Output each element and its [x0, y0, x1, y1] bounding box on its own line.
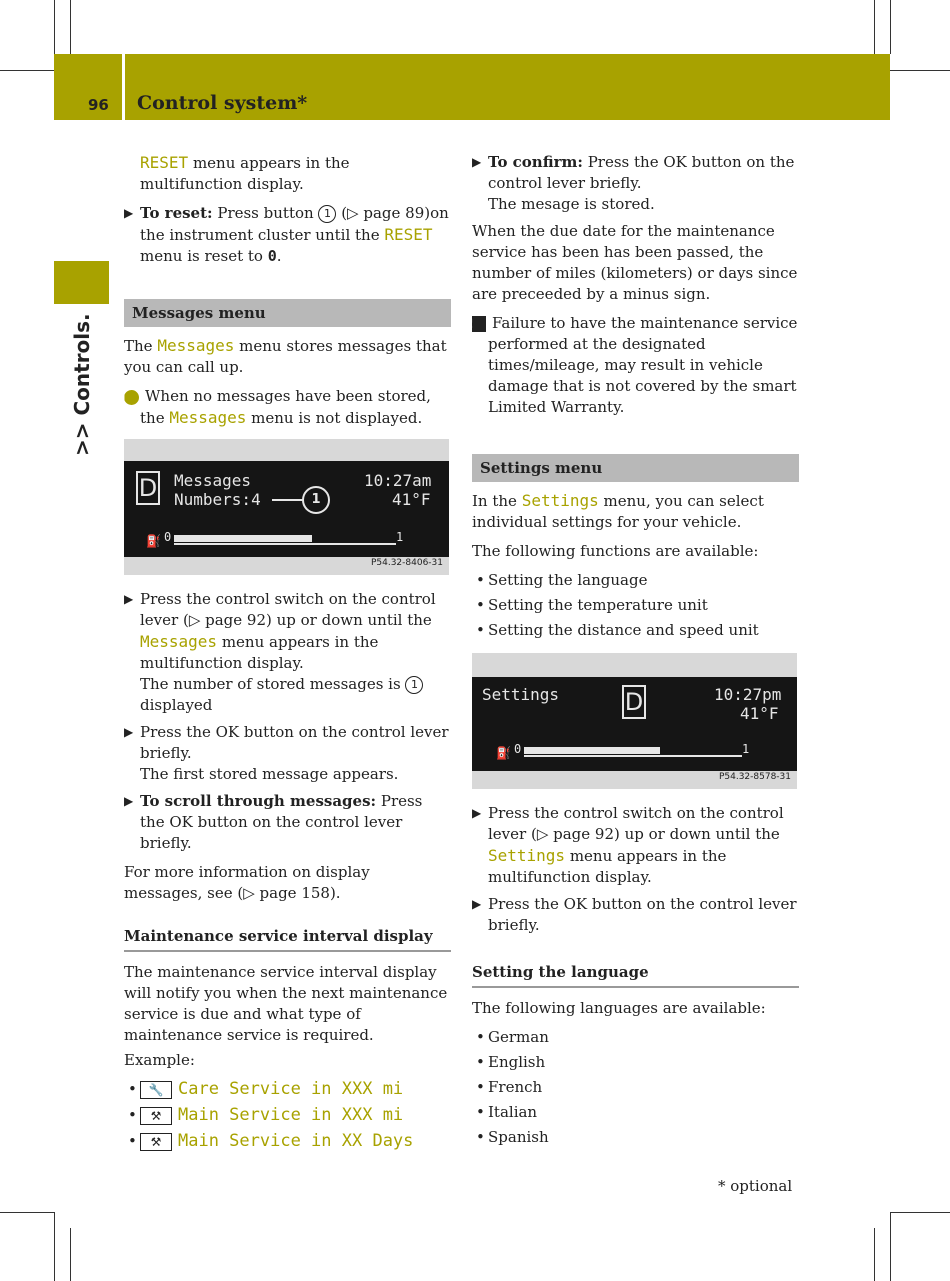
warning-note: ! Failure to have the maintenance service performed at the designated times/mileage, may result in vehicle damage that is not covered by the smart Limited Warranty.: [468, 314, 798, 416]
fuel-full-label: 1: [742, 742, 750, 756]
settings-intro: In the Settings menu, you can select individual settings for your vehicle.: [472, 491, 764, 531]
image-code: P54.32-8578-31: [718, 772, 791, 782]
wrench-person-icon: ⚒: [140, 1107, 172, 1125]
crop-mark: [0, 1212, 54, 1213]
reset-term: RESET: [140, 153, 189, 172]
display-line-1: Settings: [482, 685, 560, 704]
fuel-pump-icon: ⛽: [146, 534, 161, 548]
footnote: * optional: [718, 1177, 793, 1195]
list-item: • Spanish: [476, 1128, 549, 1146]
info-note: i When no messages have been stored, the Messages menu is not displayed.: [121, 387, 431, 427]
fuel-gauge: [524, 747, 742, 755]
settings-menu-heading: Settings menu: [472, 454, 799, 482]
crop-mark: [890, 0, 891, 54]
crop-mark: [874, 0, 875, 54]
reset-intro: RESET menu appears in the multifunction display.: [140, 153, 350, 193]
arrow-icon: ▶: [472, 806, 482, 820]
to-confirm-step: ▶ To confirm: Press the OK button on the control lever briefly. The mesage is stored.: [472, 153, 795, 213]
arrow-icon: ▶: [124, 794, 134, 808]
display-line-1: Messages: [174, 471, 252, 490]
language-intro: The following languages are available:: [472, 999, 766, 1017]
list-item: • French: [476, 1078, 543, 1096]
left-column: [121, 152, 451, 1156]
display-temp: 41°F: [392, 490, 431, 509]
page-number: 96: [88, 96, 109, 114]
marker-line: [272, 499, 304, 501]
fuel-full-label: 1: [396, 530, 404, 544]
display-temp: 41°F: [740, 704, 779, 723]
arrow-icon: ▶: [124, 592, 134, 606]
example-item: • 🔧 Care Service in XXX mi: [128, 1079, 404, 1099]
step-item: ▶ Press the control switch on the control lever (▷ page 92) up or down until the Messages menu appears in the multifunction display. The number of stored messages is 1 displayed: [124, 590, 436, 714]
crop-mark: [54, 0, 55, 54]
list-item: • Italian: [476, 1103, 538, 1121]
list-item: • German: [476, 1028, 549, 1046]
fuel-gauge: [174, 535, 396, 543]
examples-list: [124, 1079, 451, 1152]
section-tab: [54, 261, 109, 304]
wrench-person-icon: ⚒: [140, 1133, 172, 1151]
gear-indicator: D: [622, 685, 646, 719]
step-item: ▶ Press the control switch on the control lever (▷ page 92) up or down until the Settings menu appears in the multifunction display.: [472, 804, 784, 886]
arrow-icon: ▶: [124, 206, 134, 220]
step-item: ▶ Press the OK button on the control lever briefly. The first stored message appears.: [124, 723, 449, 783]
display-time: 10:27am: [364, 471, 432, 490]
example-item: • ⚒ Main Service in XXX mi: [128, 1105, 404, 1125]
wrench-icon: 🔧: [140, 1081, 172, 1099]
settings-display-image: [472, 653, 797, 789]
callout-marker: 1: [302, 486, 330, 514]
info-icon: i: [124, 390, 139, 405]
image-code: P54.32-8406-31: [370, 558, 443, 568]
list-item: • Setting the distance and speed unit: [476, 621, 759, 639]
step-item: ▶ Press the OK button on the control lever briefly.: [472, 895, 797, 934]
page-title: Control system*: [137, 92, 308, 114]
example-item: • ⚒ Main Service in XX Days: [128, 1131, 414, 1151]
crop-mark: [890, 70, 950, 71]
crop-mark: [890, 1212, 950, 1213]
functions-intro: The following functions are available:: [472, 542, 759, 560]
gear-indicator: D: [136, 471, 160, 505]
to-reset-step: ▶ To reset: Press button 1 (▷ page 89)on the instrument cluster until the RESET menu is reset to 0.: [124, 204, 449, 265]
display-time: 10:27pm: [714, 685, 782, 704]
side-section-label: >> Controls.: [70, 313, 94, 456]
arrow-icon: ▶: [124, 725, 134, 739]
crop-mark: [874, 1228, 875, 1281]
fuel-empty-label: 0: [514, 742, 522, 756]
fuel-pump-icon: ⛽: [496, 746, 511, 760]
language-heading: Setting the language: [472, 962, 799, 988]
display-line-2: Numbers:4: [174, 490, 261, 509]
list-item: • Setting the language: [476, 571, 648, 589]
more-info-text: For more information on display messages, see (▷ page 158).: [124, 863, 370, 902]
right-column: [468, 152, 799, 1152]
messages-steps: [124, 589, 451, 854]
step-item: ▶ To scroll through messages: Press the OK button on the control lever briefly.: [124, 792, 423, 852]
crop-mark: [890, 1212, 891, 1281]
messages-intro: The Messages menu stores messages that you can call up.: [124, 336, 447, 376]
header-divider: [122, 54, 125, 120]
crop-mark: [70, 1228, 71, 1281]
example-label: Example:: [124, 1051, 195, 1069]
fuel-empty-label: 0: [164, 530, 172, 544]
crop-mark: [70, 0, 71, 54]
crop-mark: [54, 1212, 55, 1281]
msi-text: The maintenance service interval display will notify you when the next maintenance service is due and what type of maintenance service is required.: [124, 963, 448, 1044]
list-item: • Setting the temperature unit: [476, 596, 708, 614]
list-item: • English: [476, 1053, 546, 1071]
functions-list: [472, 570, 799, 641]
messages-menu-heading: Messages menu: [124, 299, 451, 327]
due-text: When the due date for the maintenance service has been has been passed, the number of miles (kilometers) or days since are preceeded by a minus sign.: [472, 222, 798, 303]
arrow-icon: ▶: [472, 155, 482, 169]
callout-number: 1: [405, 676, 423, 694]
warning-icon: !: [472, 316, 486, 332]
messages-display-image: [124, 439, 449, 575]
callout-number: 1: [318, 205, 336, 223]
settings-steps: [472, 803, 799, 936]
languages-list: [472, 1027, 799, 1148]
msi-heading: Maintenance service interval display: [124, 926, 451, 952]
crop-mark: [0, 70, 54, 71]
arrow-icon: ▶: [472, 897, 482, 911]
